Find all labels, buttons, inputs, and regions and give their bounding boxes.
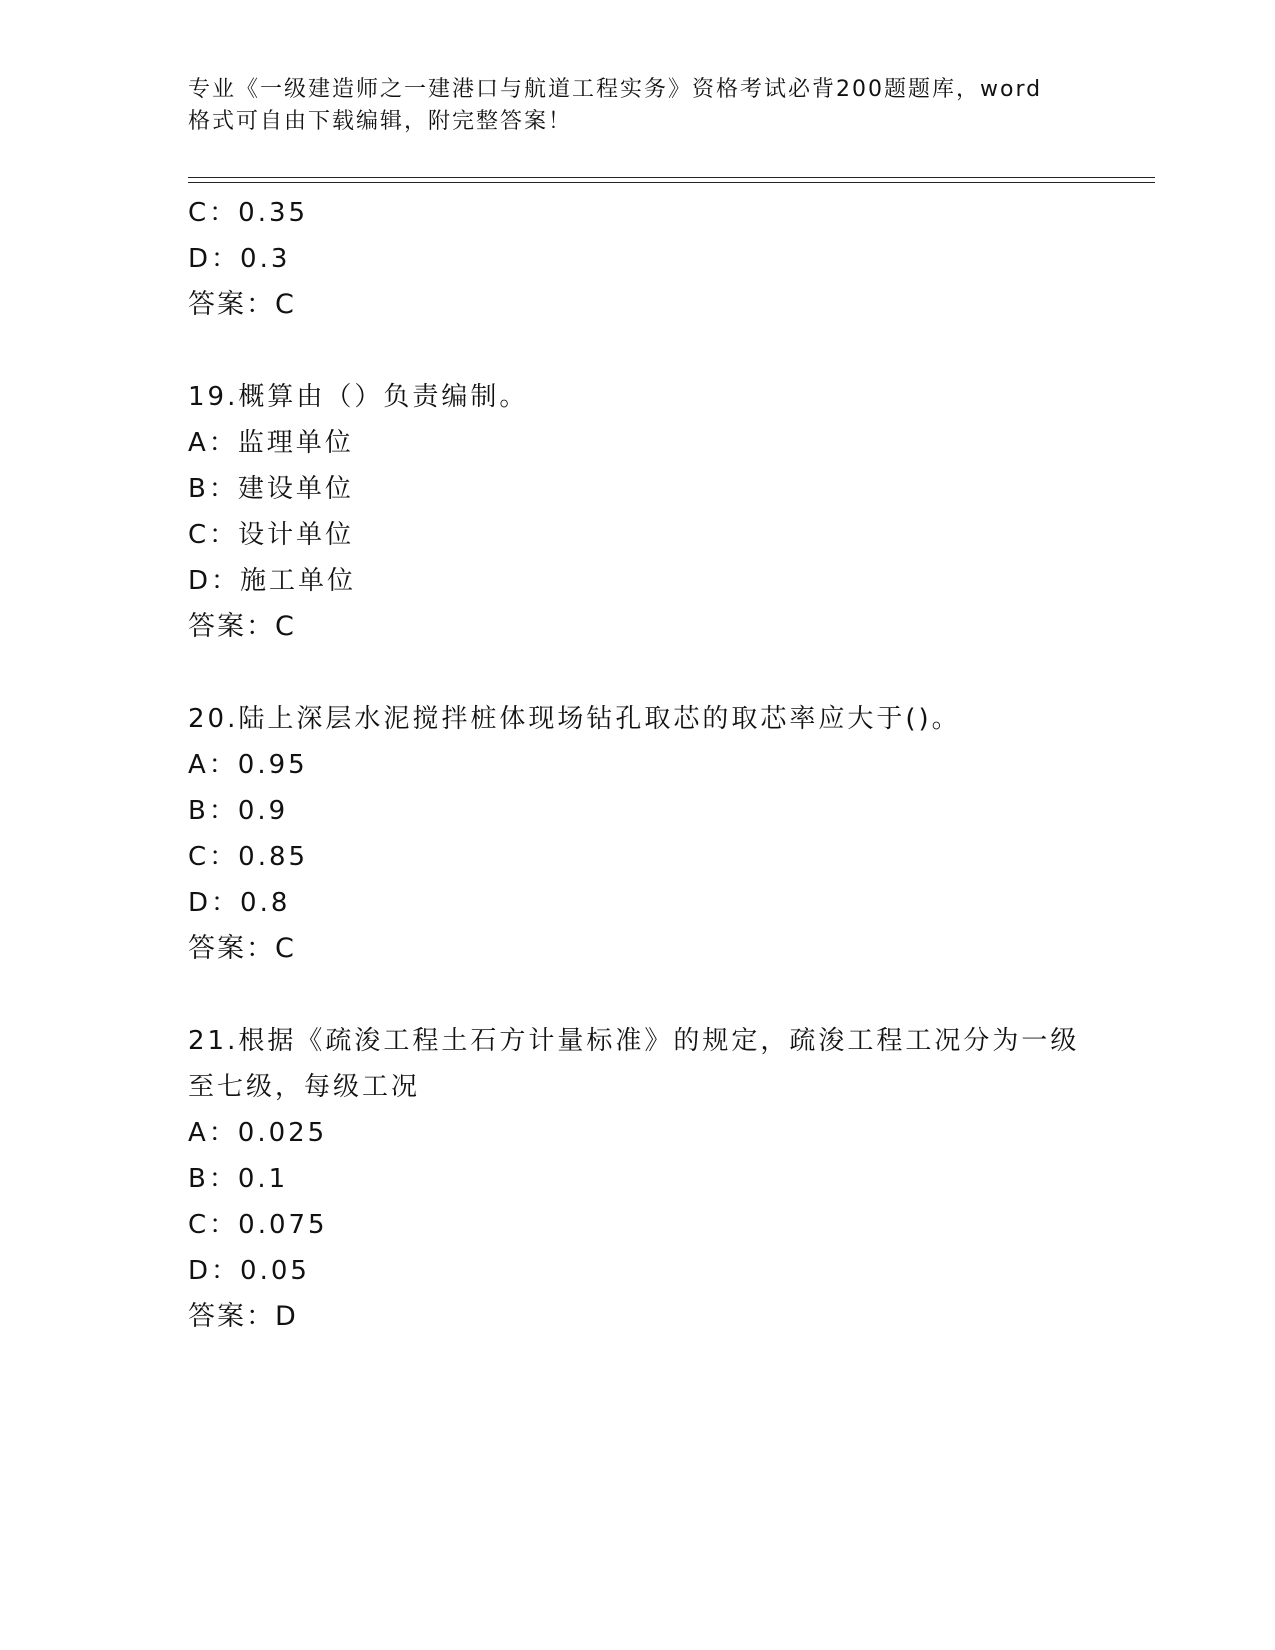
- header-divider-top: [188, 177, 1155, 178]
- header-line-1: 专业《一级建造师之一建港口与航道工程实务》资格考试必背200题题库，word: [188, 77, 1043, 102]
- document-header: [188, 74, 1068, 138]
- option-c: C：设计单位: [188, 520, 355, 550]
- option-b: B：0.9: [188, 796, 289, 826]
- question-18-tail: [188, 190, 1088, 328]
- question-20: [188, 696, 1088, 972]
- question-stem: 20.陆上深层水泥搅拌桩体现场钻孔取芯的取芯率应大于()。: [188, 704, 961, 734]
- header-line-2: 格式可自由下载编辑，附完整答案！: [188, 109, 573, 134]
- option-a: A：0.95: [188, 750, 308, 780]
- option-d: D：0.8: [188, 888, 291, 918]
- answer-line: 答案：C: [188, 933, 296, 964]
- question-list: [188, 190, 1088, 1340]
- answer-line: 答案：C: [188, 611, 296, 642]
- option-d: D：0.05: [188, 1256, 310, 1286]
- option-c: C：0.075: [188, 1210, 328, 1240]
- option-a: A：0.025: [188, 1118, 328, 1148]
- question-stem-line-2: 至七级，每级工况: [188, 1072, 421, 1102]
- answer-line: 答案：D: [188, 1301, 298, 1332]
- header-divider-bottom: [188, 182, 1155, 183]
- option-c: C：0.85: [188, 842, 309, 872]
- option-a: A：监理单位: [188, 428, 354, 458]
- question-21: [188, 1018, 1088, 1340]
- option-d: D：0.3: [188, 244, 291, 274]
- answer-line: 答案：C: [188, 289, 296, 320]
- question-19: [188, 374, 1088, 650]
- question-stem-line-1: 21.根据《疏浚工程土石方计量标准》的规定，疏浚工程工况分为一级: [188, 1026, 1080, 1056]
- option-c: C：0.35: [188, 198, 309, 228]
- question-stem: 19.概算由（）负责编制。: [188, 382, 529, 412]
- option-d: D：施工单位: [188, 566, 357, 596]
- option-b: B：建设单位: [188, 474, 354, 504]
- option-b: B：0.1: [188, 1164, 289, 1194]
